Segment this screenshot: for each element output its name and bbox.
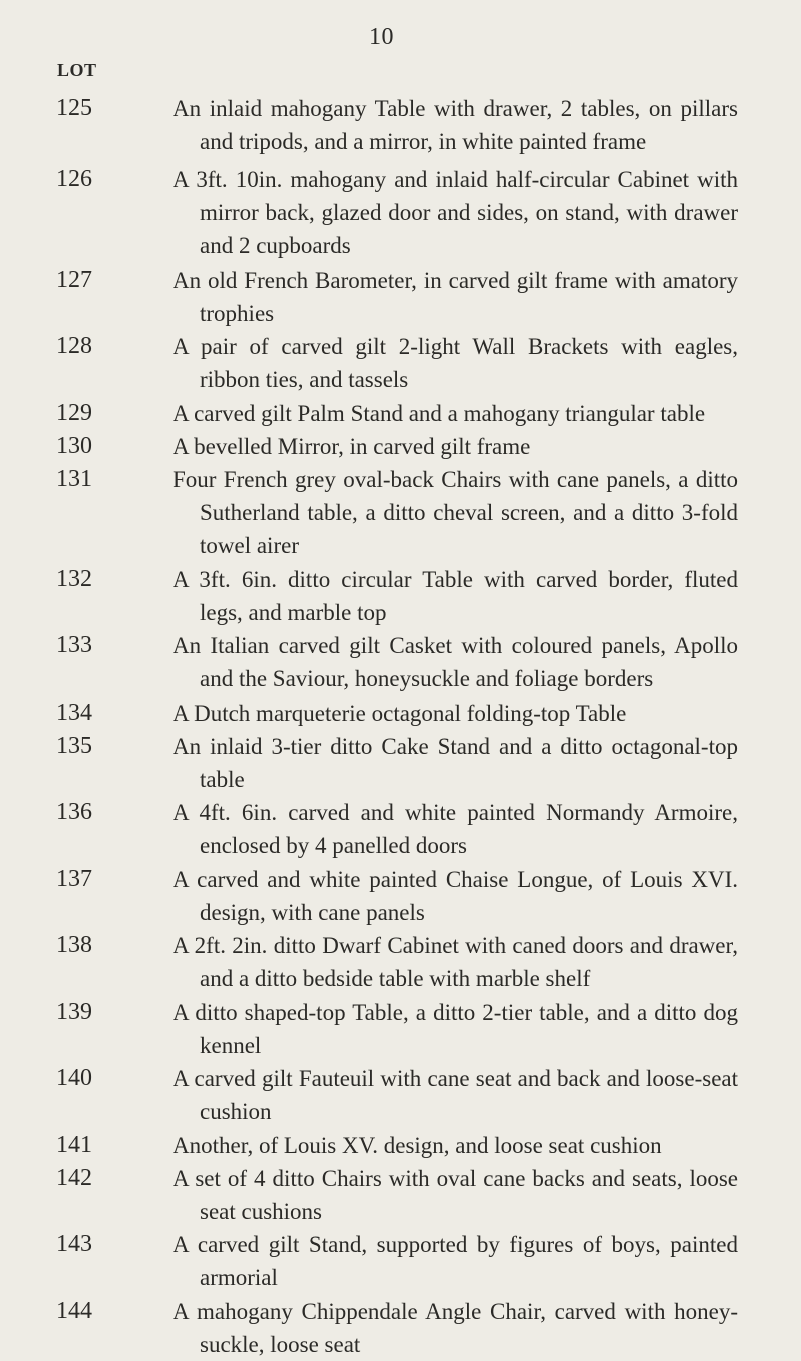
- lot-description: A 2ft. 2in. ditto Dwarf Cabinet with caned doors and drawer, and a ditto bedside table with marble shelf: [173, 933, 738, 991]
- lot-number: 132: [56, 566, 92, 592]
- lot-description: A carved gilt Palm Stand and a mahogany triangular table: [173, 401, 706, 426]
- lot-description: A 4ft. 6in. carved and white painted Normandy Armoire, enclosed by 4 panelled doors: [173, 800, 738, 858]
- lot-number: 134: [56, 700, 92, 726]
- lot-number: 139: [56, 999, 92, 1025]
- lot-number: 135: [56, 733, 92, 759]
- lot-description: An Italian carved gilt Casket with coloured panels, Apollo and the Saviour, honeysuckle and foliage borders: [173, 633, 738, 691]
- lot-description: A bevelled Mirror, in carved gilt frame: [173, 434, 531, 459]
- lot-number: 138: [56, 932, 92, 958]
- lot-description: A carved gilt Fauteuil with cane seat and back and loose-seat cushion: [173, 1066, 738, 1124]
- lot-number: 141: [56, 1132, 92, 1158]
- lot-description: Another, of Louis XV. design, and loose seat cushion: [173, 1133, 662, 1158]
- lot-description: A set of 4 ditto Chairs with oval cane backs and seats, loose seat cushions: [173, 1166, 738, 1224]
- lot-number: 128: [56, 333, 92, 359]
- lot-number: 131: [56, 466, 92, 492]
- lot-description: A carved and white painted Chaise Longue, of Louis XVI. design, with cane panels: [173, 867, 738, 925]
- lot-description: A ditto shaped-top Table, a ditto 2-tier table, and a ditto dog kennel: [173, 1000, 738, 1058]
- page-number: 10: [369, 24, 394, 50]
- lot-description: Four French grey oval-back Chairs with cane panels, a ditto Sutherland table, a ditto cheval screen, and a ditto 3-fold towel airer: [173, 467, 738, 558]
- lot-number: 126: [56, 166, 92, 192]
- lot-description: An old French Barometer, in carved gilt frame with amatory trophies: [173, 268, 738, 326]
- lot-number: 125: [56, 95, 92, 121]
- lot-number: 140: [56, 1065, 92, 1091]
- lot-number: 129: [56, 400, 92, 426]
- lot-description: An inlaid mahogany Table with drawer, 2 tables, on pillars and tripods, and a mirror, in white painted frame: [173, 96, 738, 154]
- lot-description: An inlaid 3-tier ditto Cake Stand and a ditto octagonal-top table: [173, 734, 738, 792]
- lot-description: A pair of carved gilt 2-light Wall Brackets with eagles, ribbon ties, and tassels: [173, 334, 738, 392]
- lot-description: A Dutch marqueterie octagonal folding-top Table: [173, 701, 627, 726]
- lot-number: 144: [56, 1298, 92, 1324]
- lot-number: 133: [56, 632, 92, 658]
- lot-number: 130: [56, 433, 92, 459]
- lot-number: 142: [56, 1165, 92, 1191]
- lot-description: A mahogany Chippendale Angle Chair, carved with honey-suckle, loose seat: [173, 1299, 738, 1357]
- lot-number: 136: [56, 799, 92, 825]
- lot-description: A 3ft. 10in. mahogany and inlaid half-circular Cabinet with mirror back, glazed door and sides, on stand, with drawer and 2 cupboards: [173, 167, 738, 258]
- lot-description: A 3ft. 6in. ditto circular Table with carved border, fluted legs, and marble top: [173, 567, 738, 625]
- lot-description: A carved gilt Stand, supported by figures of boys, painted armorial: [173, 1232, 738, 1290]
- lot-number: 137: [56, 866, 92, 892]
- lot-number: 127: [56, 267, 92, 293]
- lot-column-header: LOT: [57, 60, 97, 80]
- lot-number: 143: [56, 1231, 92, 1257]
